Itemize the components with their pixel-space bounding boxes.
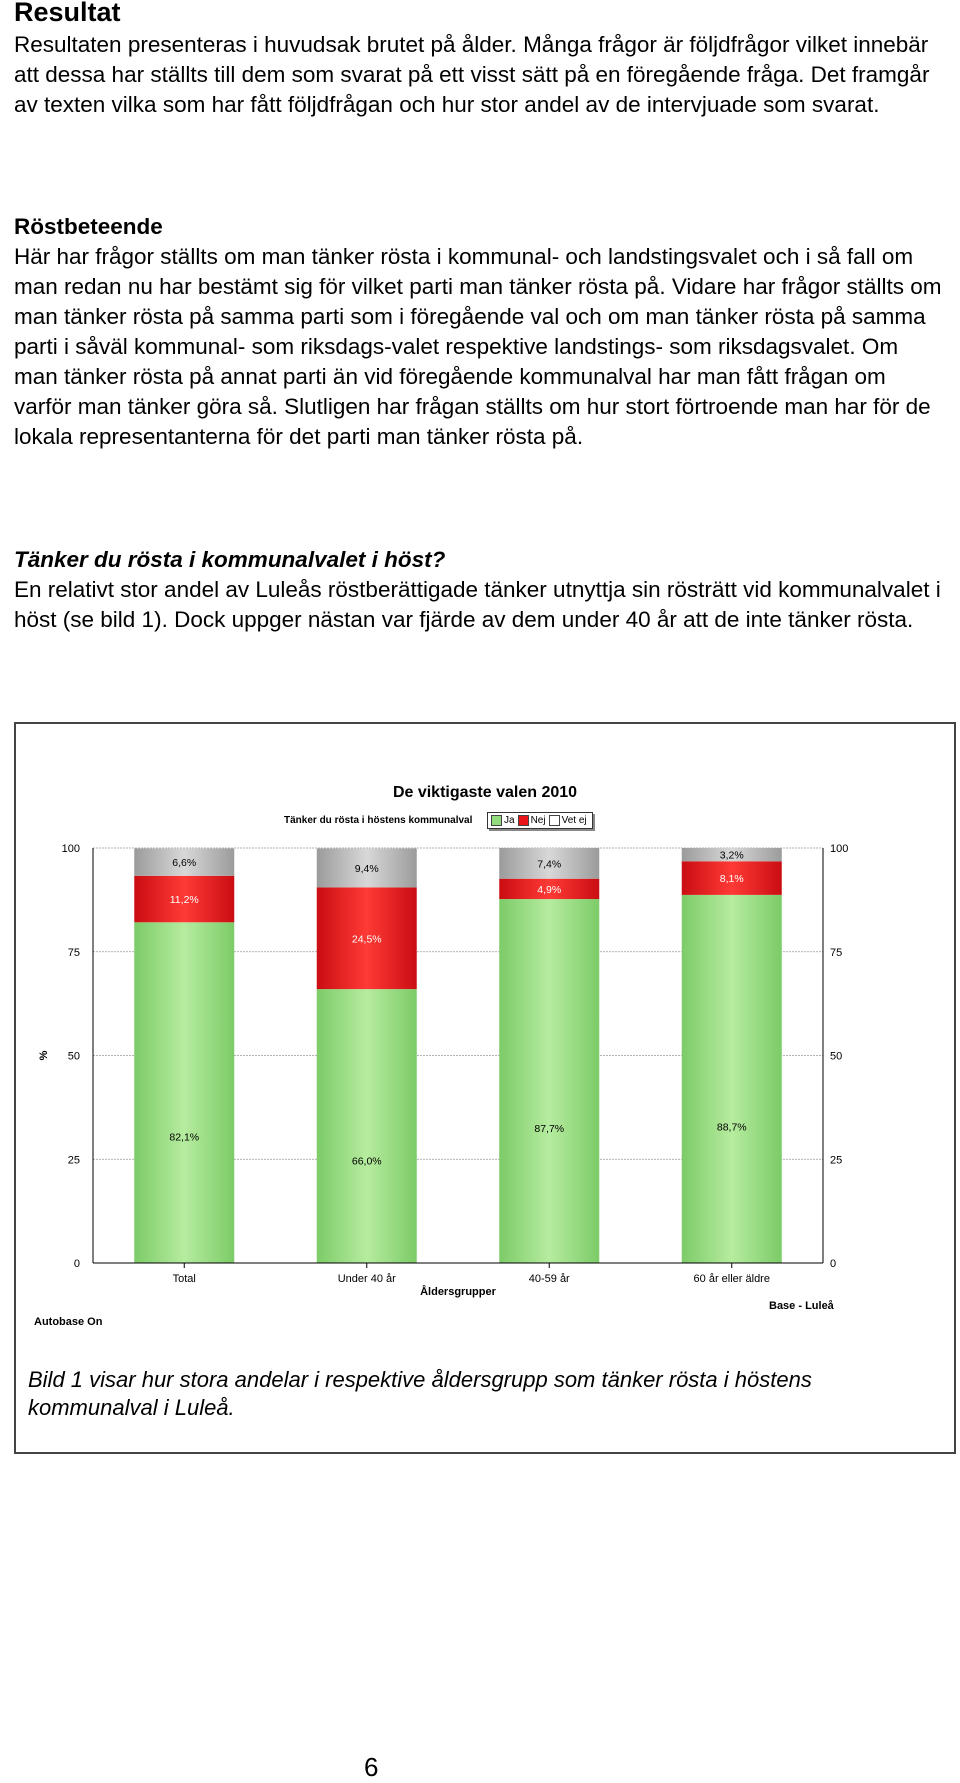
data-label-vetej: 9,4%	[354, 862, 379, 875]
data-label-ja: 82,1%	[169, 1131, 200, 1144]
data-label-ja: 87,7%	[534, 1122, 565, 1135]
x-tick-label: Under 40 år	[337, 1273, 396, 1285]
page-heading: Resultat	[14, 0, 121, 27]
bar-segment-ja	[317, 989, 417, 1263]
y-tick-label-left: 0	[73, 1258, 80, 1270]
legend-label-ja: Ja	[504, 815, 515, 826]
question-paragraph: En relativt stor andel av Luleås röstberättigade tänker utnyttja sin rösträtt vid kommunalvalet i höst (se bild 1). Dock uppger nästan var fjärde av dem under 40 år att de inte tänker rösta.	[14, 577, 941, 632]
chart-subtitle: Tänker du rösta i höstens kommunalval	[284, 815, 473, 826]
section-paragraph: Här har frågor ställts om man tänker rösta i kommunal- och landstingsvalet och i så fall om man redan nu har bestämt sig för vilket parti man tänker rösta på. Vidare har frågor ställts om man tänker rösta på samma parti som i föregående val och om man tänker rösta på samma parti i såväl kommunal- som riksdags-valet respektive landstings- som riksdagsvalet. Om man tänker rösta på annat parti än vid föregående kommunalval har man fått frågan om varför man tänker göra så. Slutligen har frågan ställts om hur stort förtroende man har för de lokala representanterna för det parti man tänker rösta på.	[14, 244, 942, 449]
intro-paragraph: Resultaten presenteras i huvudsak brutet på ålder. Många frågor är följdfrågor vilket innebär att dessa har ställts till dem som svarat på ett visst sätt på en föregående fråga. Det framgår av texten vilka som har fått följdfrågan och hur stor andel av de intervjuade som svarat.	[14, 32, 930, 117]
x-tick-label: 40-59 år	[528, 1273, 570, 1285]
legend-label-nej: Nej	[530, 815, 546, 826]
autobase-note: Autobase On	[34, 1316, 103, 1328]
y-tick-label-left: 100	[61, 843, 80, 855]
y-tick-label-right: 0	[830, 1258, 837, 1270]
x-tick-label: 60 år eller äldre	[693, 1273, 770, 1285]
page-number: 6	[364, 1752, 379, 1782]
y-tick-label-right: 75	[830, 946, 843, 959]
data-label-nej: 4,9%	[537, 883, 562, 896]
legend-label-vetej: Vet ej	[561, 815, 587, 826]
y-tick-label-right: 100	[830, 843, 849, 855]
bar-segment-ja	[682, 895, 782, 1263]
x-tick-label: Total	[172, 1273, 196, 1285]
bar-segment-ja	[499, 899, 599, 1263]
y-tick-label-left: 25	[67, 1154, 80, 1167]
data-label-nej: 11,2%	[169, 894, 199, 907]
section-title: Röstbeteende	[14, 214, 163, 239]
stacked-bar-chart	[16, 724, 954, 1324]
base-note: Base - Luleå	[769, 1300, 834, 1312]
data-label-vetej: 6,6%	[172, 857, 197, 870]
data-label-vetej: 7,4%	[537, 858, 562, 871]
x-axis-label: Åldersgrupper	[420, 1286, 496, 1298]
chart-title: De viktigaste valen 2010	[392, 784, 578, 801]
data-label-nej: 8,1%	[719, 873, 744, 886]
y-tick-label-left: 50	[67, 1050, 80, 1063]
figure-box	[14, 722, 956, 1454]
data-label-vetej: 3,2%	[719, 849, 744, 862]
data-label-ja: 66,0%	[351, 1155, 382, 1168]
figure-caption: Bild 1 visar hur stora andelar i respektive åldersgrupp som tänker rösta i höstens kommunalval i Luleå.	[28, 1367, 812, 1420]
data-label-nej: 24,5%	[351, 933, 382, 946]
y-tick-label-right: 25	[830, 1154, 843, 1167]
y-tick-label-right: 50	[830, 1050, 843, 1063]
y-axis-label: %	[38, 1050, 50, 1061]
data-label-ja: 88,7%	[716, 1121, 747, 1134]
y-tick-label-left: 75	[67, 946, 80, 959]
question-title: Tänker du rösta i kommunalvalet i höst?	[14, 547, 446, 572]
bar-segment-ja	[134, 922, 234, 1263]
